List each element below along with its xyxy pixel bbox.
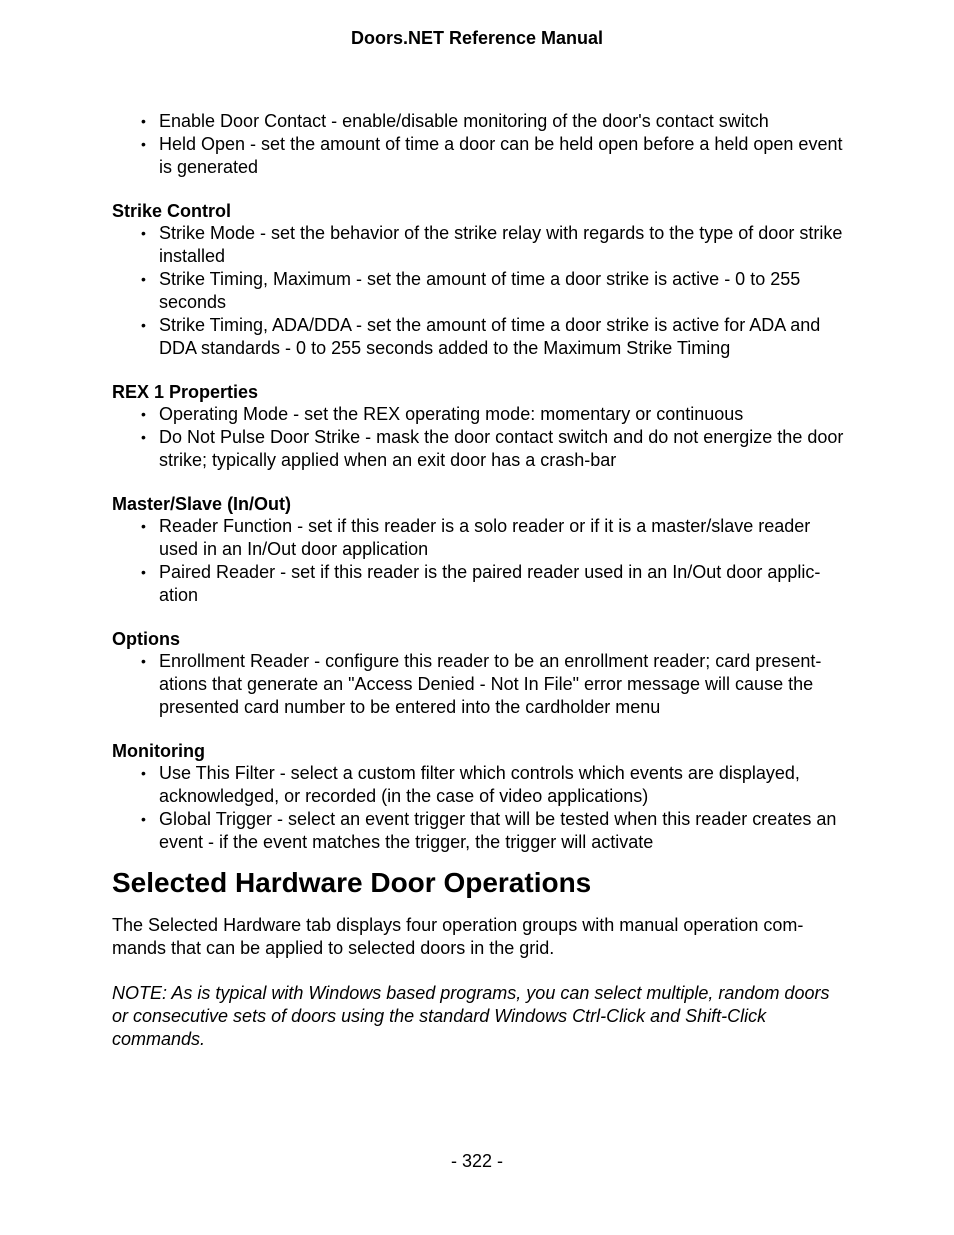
page-content <box>112 110 847 1051</box>
list-item: • Reader Function - set if this reader is a solo reader or if it is a master/slave reader used in an In/Out door application <box>159 515 847 561</box>
bullet-list <box>112 650 847 719</box>
section-monitoring <box>112 740 847 854</box>
bullet-list <box>112 762 847 854</box>
list-item: • Operating Mode - set the REX operating mode: momentary or continuous <box>159 403 847 426</box>
section-heading: Selected Hardware Door Operations <box>112 867 592 898</box>
bullet-list <box>112 515 847 607</box>
list-item: • Strike Timing, Maximum - set the amount of time a door strike is active - 0 to 255 seconds <box>159 268 847 314</box>
list-item: • Held Open - set the amount of time a door can be held open before a held open event is generated <box>159 133 847 179</box>
intro-paragraph: The Selected Hardware tab displays four operation groups with manual operation commands that can be applied to selected doors in the grid. <box>112 915 804 958</box>
bullet-list <box>112 110 847 179</box>
section-door-contact <box>112 110 847 179</box>
list-item: • Paired Reader - set if this reader is the paired reader used in an In/Out door application <box>159 561 847 607</box>
section-options <box>112 628 847 719</box>
section-strike-control <box>112 200 847 360</box>
page-header-title: Doors.NET Reference Manual <box>350 28 604 48</box>
section-title: REX 1 Properties <box>112 382 259 402</box>
list-item: • Enrollment Reader - configure this reader to be an enrollment reader; card presentations that generate an "Access Denied - Not In File" error message will cause the presented card number to be entered into the cardholder menu <box>159 650 847 719</box>
section-title: Options <box>112 629 180 649</box>
note-paragraph: NOTE: As is typical with Windows based programs, you can select multiple, random doors or consecutive sets of doors using the standard Windows Ctrl-Click and Shift-Click commands. <box>112 983 830 1049</box>
bullet-list <box>112 403 847 472</box>
bullet-list <box>112 222 847 360</box>
page-number: - 322 - <box>450 1151 504 1171</box>
list-item: • Do Not Pulse Door Strike - mask the door contact switch and do not energize the door strike; typically applied when an exit door has a crash-bar <box>159 426 847 472</box>
section-title: Master/Slave (In/Out) <box>112 494 292 514</box>
section-rex-properties <box>112 381 847 472</box>
list-item: • Enable Door Contact - enable/disable monitoring of the door's contact switch <box>159 110 847 133</box>
section-master-slave <box>112 493 847 607</box>
list-item: • Strike Mode - set the behavior of the strike relay with regards to the type of door strike installed <box>159 222 847 268</box>
section-title: Strike Control <box>112 201 232 221</box>
section-title: Monitoring <box>112 741 205 761</box>
list-item: • Strike Timing, ADA/DDA - set the amount of time a door strike is active for ADA and DDA standards - 0 to 255 seconds added to the Maximum Strike Timing <box>159 314 847 360</box>
list-item: • Use This Filter - select a custom filter which controls which events are displayed, acknowledged, or recorded (in the case of video applications) <box>159 762 847 808</box>
list-item: • Global Trigger - select an event trigger that will be tested when this reader creates an event - if the event matches the trigger, the trigger will activate <box>159 808 847 854</box>
